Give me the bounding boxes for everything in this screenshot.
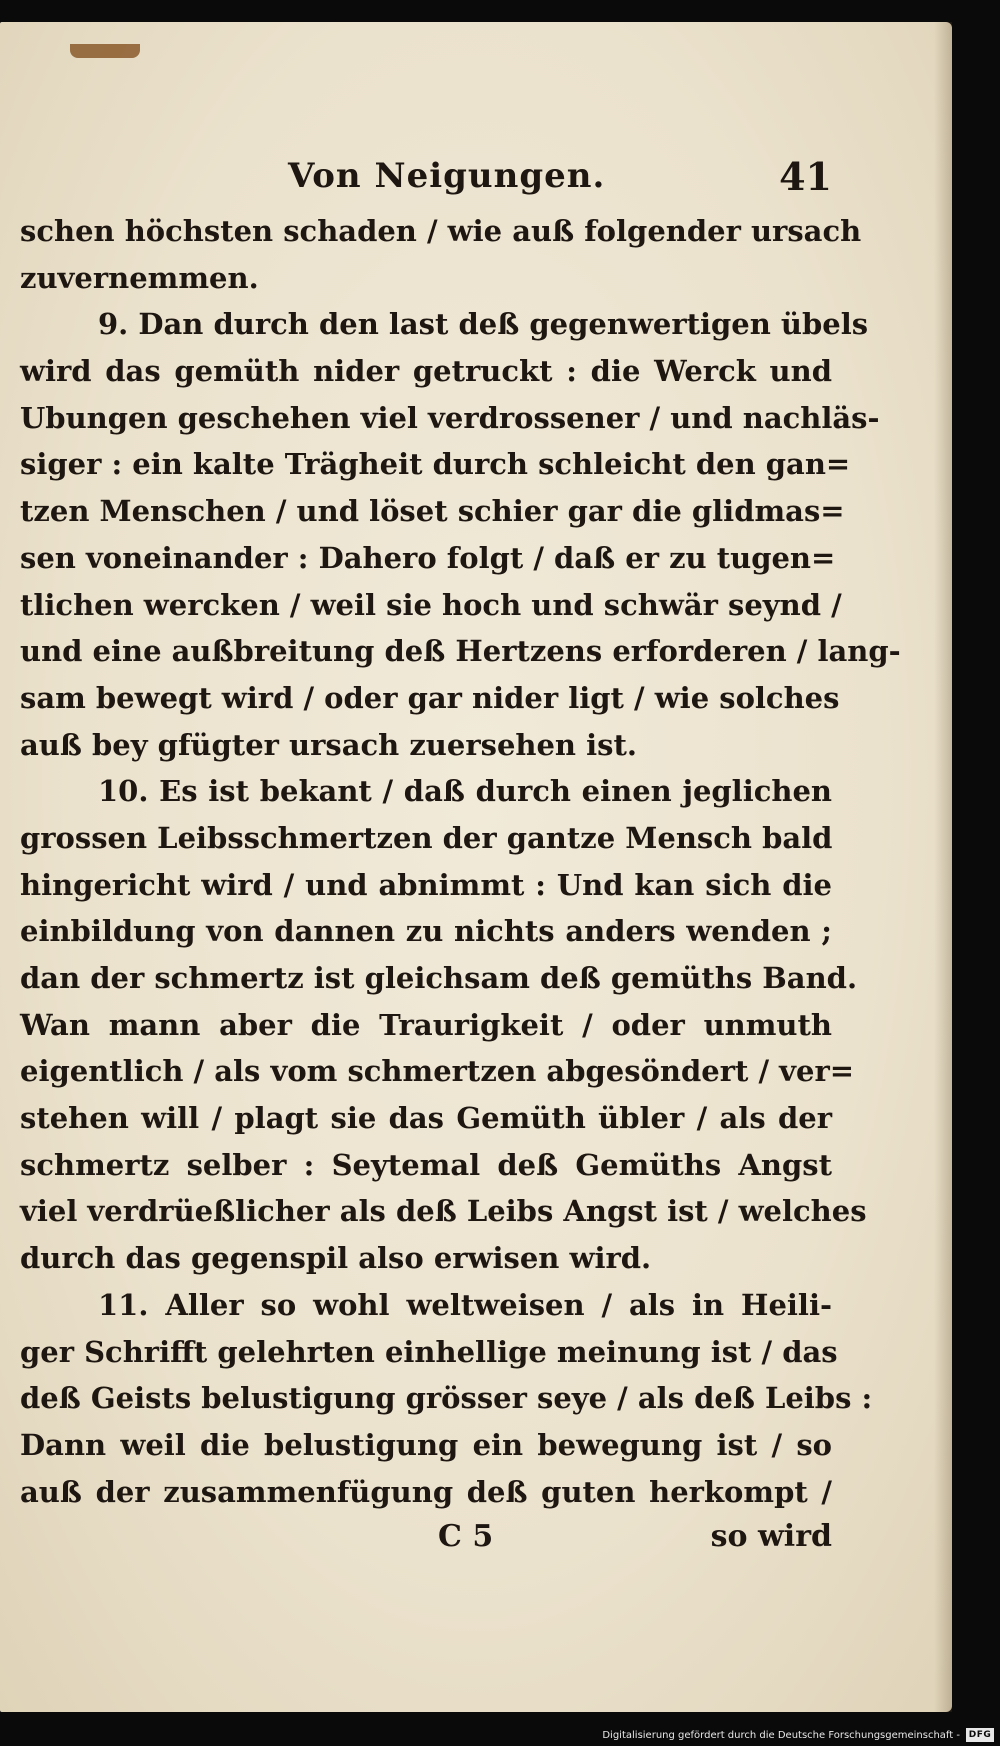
text-line: schmertz selber : Seytemal deß Gemüths Angst — [20, 1147, 832, 1182]
text-line: auß bey gfügter ursach zuersehen ist. — [20, 727, 637, 762]
text-line: sam bewegt wird / oder gar nider ligt / wie solches — [20, 680, 840, 715]
text-block — [20, 142, 901, 1565]
text-line: Dann weil die belustigung ein bewegung ist / so — [20, 1427, 832, 1462]
catchword: so wird — [710, 1519, 832, 1555]
text-line: 9. Dan durch den last deß gegenwertigen übels — [98, 307, 869, 342]
page-number: 41 — [779, 154, 832, 199]
text-line: Wan mann aber die Traurigkeit / oder unmuth — [20, 1007, 832, 1042]
text-line: tlichen wercken / weil sie hoch und schwär seynd / — [20, 587, 842, 622]
page-stain — [70, 44, 140, 58]
signature-mark: C 5 — [438, 1519, 494, 1555]
running-title: Von Neigungen. — [288, 156, 606, 196]
text-line: schen höchsten schaden / wie auß folgender ursach — [20, 214, 862, 248]
text-line: auß der zusammenfügung deß guten herkompt / — [20, 1474, 832, 1509]
text-line: einbildung von dannen zu nichts anders wenden ; — [20, 914, 832, 949]
body-text — [20, 208, 901, 1515]
text-line: siger : ein kalte Trägheit durch schleicht den gan= — [20, 447, 851, 482]
text-line: ger Schrifft gelehrten einhellige meinung ist / das — [20, 1334, 838, 1369]
text-line: viel verdrüeßlicher als deß Leibs Angst ist / welches — [20, 1194, 867, 1229]
book-page — [0, 22, 952, 1712]
credit-bar — [602, 1724, 1000, 1746]
text-line: tzen Menschen / und löset schier gar die glidmas= — [20, 494, 845, 529]
text-line: wird das gemüth nider getruckt : die Werck und — [20, 354, 832, 389]
text-line: durch das gegenspil also erwisen wird. — [20, 1241, 652, 1276]
text-line: deß Geists belustigung grösser seye / als deß Leibs : — [20, 1381, 873, 1416]
text-line: 10. Es ist bekant / daß durch einen jeglichen — [98, 774, 832, 809]
text-line: dan der schmertz ist gleichsam deß gemüths Band. — [20, 961, 858, 995]
page-footer — [20, 1515, 832, 1565]
text-line: eigentlich / als vom schmertzen abgesöndert / ver= — [20, 1054, 855, 1089]
text-line: sen voneinander : Dahero folgt / daß er zu tugen= — [20, 540, 836, 575]
text-line: und eine außbreitung deß Hertzens erforderen / lang- — [20, 634, 901, 669]
text-line: zuvernemmen. — [20, 260, 259, 295]
text-line: grossen Leibsschmertzen der gantze Mensch bald — [20, 820, 833, 855]
text-line: hingericht wird / und abnimmt : Und kan sich die — [20, 867, 832, 902]
text-line: stehen will / plagt sie das Gemüth übler / als der — [20, 1101, 832, 1136]
text-line: Ubungen geschehen viel verdrossener / und nachläs- — [20, 400, 880, 435]
dfg-logo: DFG — [966, 1728, 994, 1742]
credit-text: Digitalisierung gefördert durch die Deutsche Forschungsgemeinschaft - — [602, 1729, 960, 1741]
page-header — [20, 142, 832, 208]
text-line: 11. Aller so wohl weltweisen / als in Heili- — [98, 1287, 832, 1322]
